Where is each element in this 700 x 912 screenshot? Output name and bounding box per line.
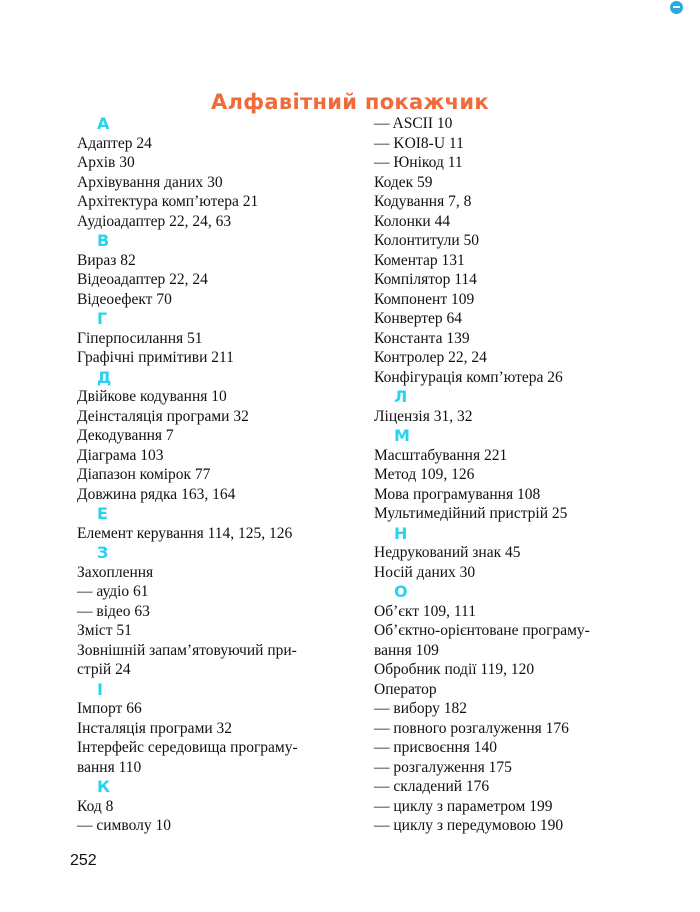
- index-entry: Зміст 51: [77, 622, 132, 639]
- index-entry: Колонтитули 50: [374, 232, 480, 249]
- index-entry: Імпорт 66: [77, 700, 142, 717]
- index-entry: Діапазон комірок 77: [77, 466, 211, 483]
- index-entry: вання 110: [77, 758, 142, 776]
- index-entry: Гіперпосилання 51: [77, 329, 203, 347]
- index-entry: Довжина рядка 163, 164: [77, 485, 236, 503]
- index-letter-heading: Г: [97, 309, 108, 328]
- index-entry: Відеоефект 70: [77, 290, 172, 308]
- index-entry: Елемент керування 114, 125, 126: [77, 524, 293, 542]
- index-entry: вання 109: [374, 641, 439, 659]
- index-column-right: [374, 114, 636, 836]
- index-entry: Конвертер 64: [374, 310, 463, 327]
- index-entry: Компілятор 114: [374, 271, 477, 288]
- index-entry: Об’єктно-орієнтоване програму-: [374, 622, 590, 639]
- index-entry: Графічні примітиви 211: [77, 349, 234, 366]
- index-entry: Метод 109, 126: [374, 466, 475, 483]
- page-title: Алфавітний покажчик: [211, 90, 489, 115]
- index-entry: Оператор: [374, 680, 437, 698]
- index-letter-heading: Д: [97, 367, 112, 387]
- page-number: 252: [70, 852, 97, 869]
- index-entry: Декодування 7: [77, 427, 174, 444]
- index-entry: Аудіоадаптер 22, 24, 63: [77, 212, 232, 230]
- index-entry: — аудіо 61: [77, 583, 149, 600]
- index-entry: — символу 10: [77, 817, 171, 834]
- index-entry: Колонки 44: [374, 212, 451, 230]
- index-entry: — розгалуження 175: [374, 758, 512, 776]
- index-letter-heading: К: [97, 777, 111, 796]
- index-entry: — присвоєння 140: [374, 739, 498, 756]
- index-entry: Мультимедійний пристрій 25: [374, 505, 568, 522]
- index-letter-heading: З: [97, 543, 109, 562]
- index-entry: стрій 24: [77, 661, 131, 678]
- index-letter-heading: Е: [97, 504, 108, 523]
- index-entry: Діаграма 103: [77, 446, 164, 464]
- index-letter-heading: М: [394, 426, 410, 445]
- index-entry: Відеоадаптер 22, 24: [77, 271, 208, 288]
- index-entry: Константа 139: [374, 329, 470, 347]
- index-entry: Масштабування 221: [374, 446, 508, 464]
- index-entry: Інтерфейс середовища програму-: [77, 739, 298, 756]
- index-entry: Вираз 82: [77, 251, 136, 269]
- index-entry: Деінсталяція програми 32: [77, 407, 249, 425]
- index-entry: — повного розгалуження 176: [374, 719, 569, 737]
- index-entry: Носій даних 30: [374, 563, 476, 581]
- index-entry: Адаптер 24: [77, 134, 152, 152]
- index-entry: Ліцензія 31, 32: [374, 407, 473, 425]
- index-letter-heading: В: [97, 231, 110, 250]
- index-entry: Кодування 7, 8: [374, 193, 472, 210]
- index-entry: Захоплення: [77, 563, 154, 581]
- publisher-logo-icon: [670, 1, 683, 14]
- index-entry: — циклу з параметром 199: [374, 797, 553, 815]
- index-letter-heading: Л: [394, 387, 408, 406]
- index-entry: — KOI8-U 11: [374, 134, 464, 152]
- index-entry: Архів 30: [77, 154, 135, 171]
- index-entry: Код 8: [77, 797, 114, 815]
- index-entry: Мова програмування 108: [374, 485, 541, 503]
- index-entry: — відео 63: [77, 602, 150, 620]
- index-entry: Зовнішній запам’ятовуючий при-: [77, 641, 297, 659]
- index-entry: Конфігурація комп’ютера 26: [374, 368, 563, 386]
- index-entry: Двійкове кодування 10: [77, 388, 227, 405]
- index-entry: Архівування даних 30: [77, 173, 223, 191]
- index-letter-heading: І: [97, 679, 103, 699]
- index-entry: — ASCII 10: [374, 115, 453, 132]
- index-column-left: [77, 114, 352, 836]
- index-letter-heading: О: [394, 582, 408, 601]
- index-letter-heading: А: [97, 114, 110, 133]
- index-entry: Об’єкт 109, 111: [374, 602, 476, 620]
- index-entry: Інсталяція програми 32: [77, 719, 233, 737]
- index-entry: Коментар 131: [374, 251, 465, 269]
- index-letter-heading: Н: [394, 523, 408, 543]
- index-entry: Недрукований знак 45: [374, 544, 521, 561]
- index-entry: — складений 176: [374, 778, 490, 795]
- index-entry: — Юнікод 11: [374, 154, 463, 171]
- index-entry: Архітектура комп’ютера 21: [77, 193, 259, 210]
- index-entry: — вибору 182: [374, 700, 468, 717]
- index-entry: — циклу з передумовою 190: [374, 817, 564, 834]
- index-entry: Обробник події 119, 120: [374, 661, 535, 678]
- index-entry: Кодек 59: [374, 173, 433, 191]
- index-entry: Контролер 22, 24: [374, 349, 487, 366]
- index-entry: Компонент 109: [374, 290, 475, 308]
